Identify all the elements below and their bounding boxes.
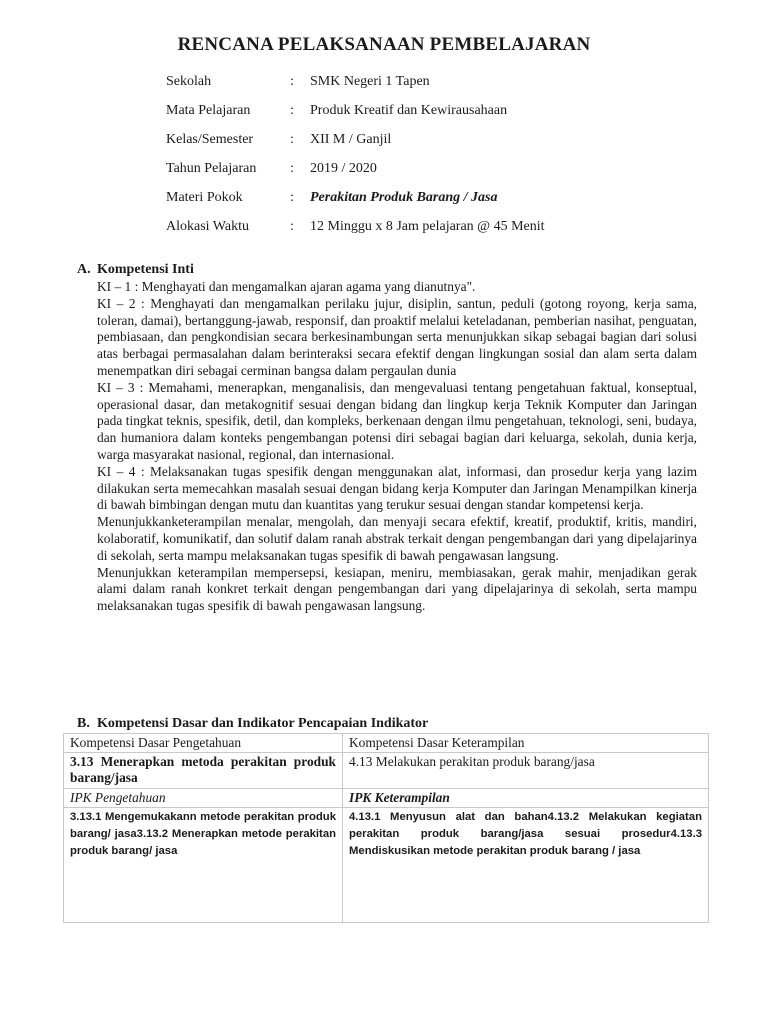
ki-4-paragraph-3: Menunjukkan keterampilan mempersepsi, kesiapan, meniru, membiasakan, gerak mahir, menjadikan gerak alami dalam ranah konkret terkait dengan pengembangan dari yang dipelajarinya di sekolah, serta mampu melaksanakan tugas spesifik di bawah pengawasan langsung. bbox=[97, 564, 697, 614]
table-cell: Kompetensi Dasar Keterampilan bbox=[343, 734, 709, 753]
meta-row-time bbox=[166, 217, 545, 246]
meta-value-subject: Produk Kreatif dan Kewirausahaan bbox=[310, 103, 508, 118]
meta-label: Sekolah bbox=[166, 74, 212, 89]
meta-row-class bbox=[166, 130, 545, 159]
meta-label: Materi Pokok bbox=[166, 190, 243, 205]
indicator-text: 3.13.1 Mengemukakann metode perakitan produk barang/ jasa3.13.2 Menerapkan metode perakitan produk barang/ jasa bbox=[70, 811, 336, 857]
table-cell bbox=[64, 808, 343, 923]
meta-row-year bbox=[166, 159, 545, 188]
meta-label: Mata Pelajaran bbox=[166, 103, 251, 118]
table-cell: Kompetensi Dasar Pengetahuan bbox=[64, 734, 343, 753]
section-title: Kompetensi Inti bbox=[97, 262, 194, 277]
indicator-text: 4.13.1 Menyusun alat dan bahan4.13.2 Melakukan kegiatan perakitan produk barang/jasa sesuai prosedur4.13.3 Mendiskusikan metode perakitan produk barang / jasa bbox=[349, 811, 702, 857]
table-row bbox=[64, 734, 709, 753]
section-title: Kompetensi Dasar dan Indikator Pencapaian Indikator bbox=[97, 716, 429, 731]
table-row bbox=[64, 808, 709, 923]
meta-colon: : bbox=[290, 74, 294, 89]
meta-colon: : bbox=[290, 190, 294, 205]
meta-colon: : bbox=[290, 103, 294, 118]
meta-colon: : bbox=[290, 161, 294, 176]
meta-label: Alokasi Waktu bbox=[166, 219, 249, 234]
document-title: RENCANA PELAKSANAAN PEMBELAJARAN bbox=[177, 34, 591, 55]
ki-1-paragraph: KI – 1 : Menghayati dan mengamalkan ajaran agama yang dianutnya". bbox=[97, 279, 476, 294]
meta-row-topic bbox=[166, 188, 545, 217]
section-letter: A. bbox=[77, 262, 91, 277]
identity-block bbox=[166, 72, 545, 246]
competence-table bbox=[63, 733, 709, 923]
meta-value-time: 12 Minggu x 8 Jam pelajaran @ 45 Menit bbox=[310, 219, 545, 234]
meta-label: Kelas/Semester bbox=[166, 132, 254, 147]
meta-colon: : bbox=[290, 132, 294, 147]
table-cell: IPK Pengetahuan bbox=[64, 789, 343, 808]
ki-4-paragraph-2: Menunjukkanketerampilan menalar, mengolah, dan menyaji secara efektif, kreatif, produktif, kritis, mandiri, kolaboratif, komunikatif, dan solutif dalam ranah abstrak terkait dengan pengembangan dari yang dipelajarinya di sekolah, serta mampu melaksanakan tugas spesifik di bawah pengawasan langsung. bbox=[97, 514, 697, 563]
meta-value-topic: Perakitan Produk Barang / Jasa bbox=[310, 190, 498, 205]
table-row bbox=[64, 753, 709, 789]
meta-value-school: SMK Negeri 1 Tapen bbox=[310, 74, 430, 89]
table-cell bbox=[343, 808, 709, 923]
section-b-heading bbox=[77, 716, 428, 732]
section-letter: B. bbox=[77, 716, 90, 731]
table-cell: IPK Keterampilan bbox=[343, 789, 709, 808]
meta-value-year: 2019 / 2020 bbox=[310, 161, 377, 176]
meta-colon: : bbox=[290, 219, 294, 234]
table-cell: 3.13 Menerapkan metoda perakitan produk barang/jasa bbox=[64, 753, 343, 789]
table-row bbox=[64, 789, 709, 808]
core-competence-text bbox=[97, 279, 697, 615]
ki-3-paragraph: KI – 3 : Memahami, menerapkan, menganalisis, dan mengevaluasi tentang pengetahuan faktual, konseptual, operasional dasar, dan metakognitif sesuai dengan bidang dan lingkup kerja Teknik Komputer dan Jaringan pada tingkat teknis, spesifik, detil, dan kompleks, berkenaan dengan ilmu pengetahuan, teknologi, seni, budaya, dan humaniora dalam konteks pengembangan potensi diri sebagai bagian dari keluarga, sekolah, dunia kerja, warga masyarakat nasional, regional, dan internasional. bbox=[97, 379, 697, 462]
table-cell: 4.13 Melakukan perakitan produk barang/jasa bbox=[343, 753, 709, 789]
ki-2-paragraph: KI – 2 : Menghayati dan mengamalkan perilaku jujur, disiplin, santun, peduli (gotong royong, kerja sama, toleran, damai), bertanggung-jawab, responsif, dan proaktif melalui keteladanan, pemberian nasihat, penguatan, pembiasaan, dan pengkondisian secara berkesinambungan serta menunjukkan sikap sebagai bagian dari solusi atas berbagai permasalahan dalam berinteraksi secara efektif dengan lingkungan sosial dan alam serta dalam menempatkan diri sebagai cerminan bangsa dalam pergaulan dunia bbox=[97, 295, 697, 378]
section-a-heading bbox=[77, 262, 194, 278]
meta-row-school bbox=[166, 72, 545, 101]
meta-row-subject bbox=[166, 101, 545, 130]
ki-4-paragraph: KI – 4 : Melaksanakan tugas spesifik dengan menggunakan alat, informasi, dan prosedur kerja yang lazim dilakukan serta memecahkan masalah sesuai dengan bidang kerja Komputer dan Jaringan Menampilkan kinerja di bawah bimbingan dengan mutu dan kuantitas yang terukur sesuai dengan standar kompetensi kerja. bbox=[97, 463, 697, 513]
meta-value-class: XII M / Ganjil bbox=[310, 132, 392, 147]
meta-label: Tahun Pelajaran bbox=[166, 161, 257, 176]
